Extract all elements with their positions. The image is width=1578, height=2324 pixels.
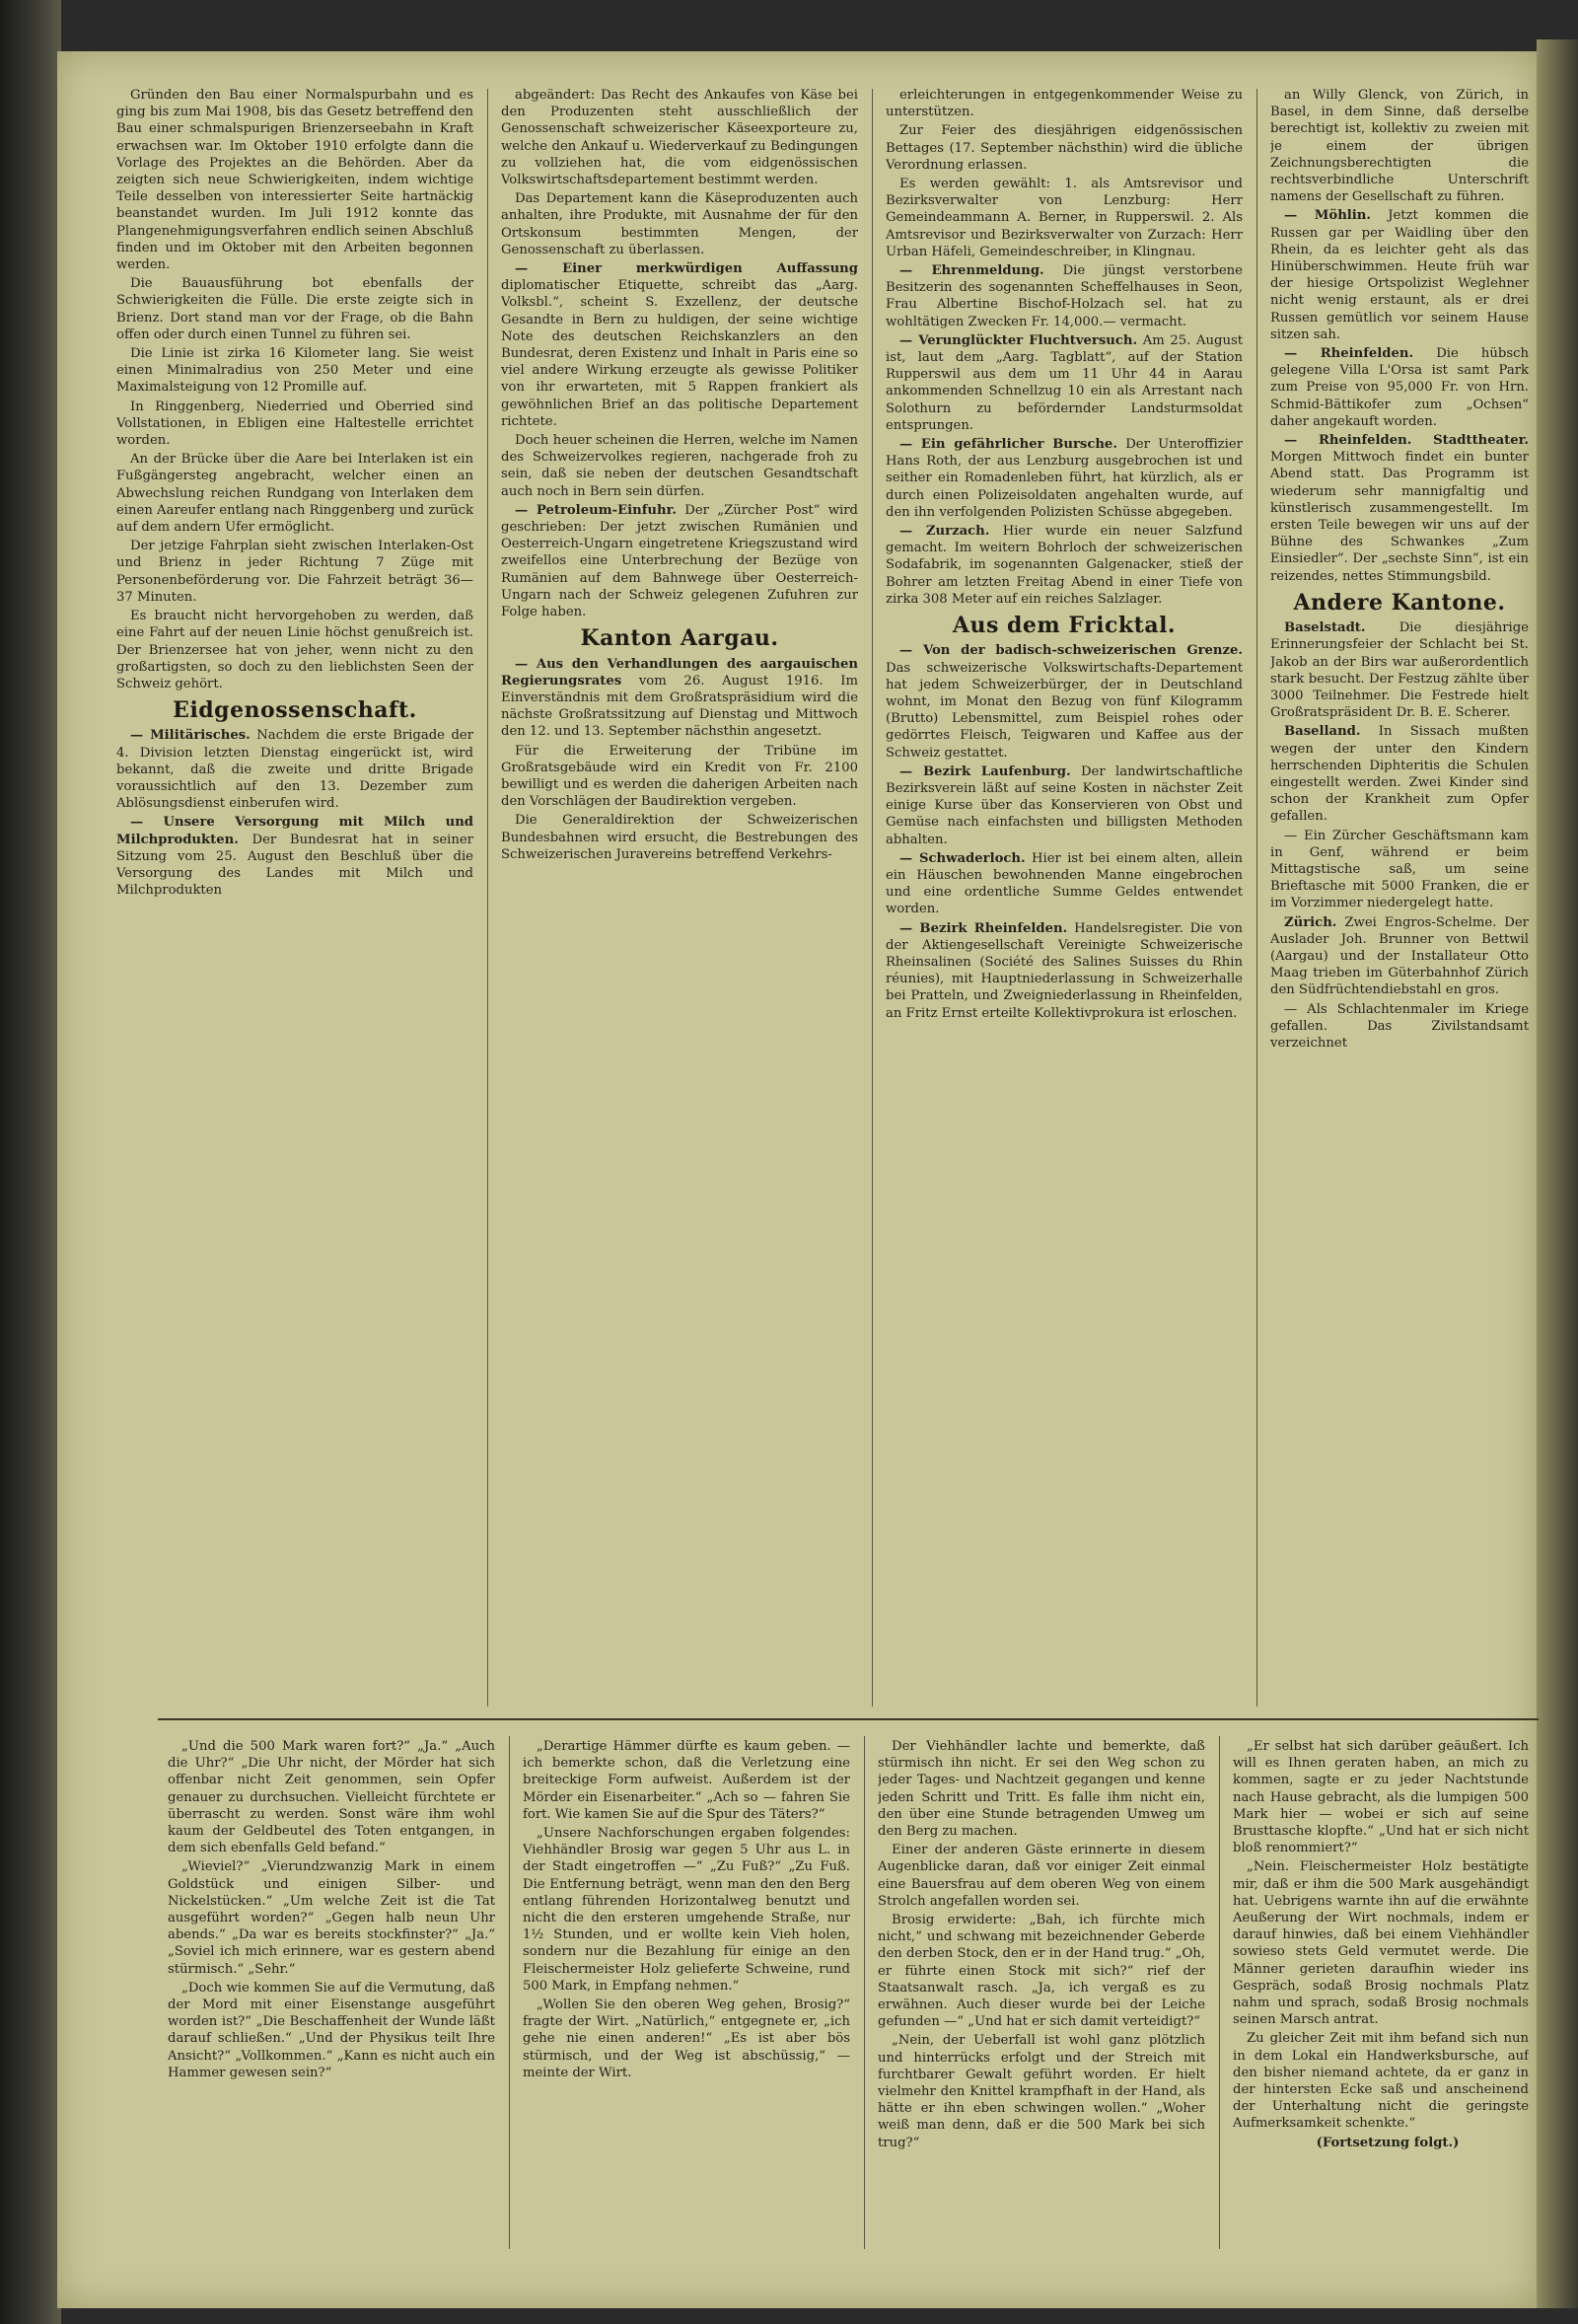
item-text: vom 26. August 1916. Im Einverständnis mit dem Großratspräsidium wird die nächste Großratssitzung auf Dienstag und Mittwoch den 12. und 13. September nächsthin angesetzt. [501, 673, 858, 740]
paragraph: — Als Schlachtenmaler im Kriege gefallen. Das Zivilstandsamt verzeichnet [1270, 1001, 1529, 1051]
column-rule [487, 89, 488, 1707]
paragraph [886, 850, 1243, 918]
item-text: diplomatischer Etiquette, schreibt das „Aarg. Volksbl.“, scheint S. Exzellenz, der deutsche Gesandte in Bern zu huldigen, der seine wichtige Note des deutschen Reichskanzlers an den Bundesrat, deren Existenz und Inhalt in Paris eine so viel andere Wirkung erzeugte als gewisse Politiker von ihr erwarteten, mit 5 Rappen frankiert als gewöhnlichen Brief an das politische Departement richtete. [501, 278, 858, 429]
item-text: Der landwirtschaftliche Bezirksverein läßt auf seine Kosten in nächster Zeit einige Kurse über das Konservieren von Obst und Gemüse nach einfachsten und billigsten Methoden abhalten. [886, 763, 1243, 847]
facing-page-edge [1537, 39, 1578, 2308]
item-lead: — Schwaderloch. [899, 850, 1026, 866]
paragraph: Die Linie ist zirka 16 Kilometer lang. Sie weist einen Minimalradius von 250 Meter und eine Maximalsteigung von 12 Promille auf. [116, 346, 473, 396]
paragraph: Es werden gewählt: 1. als Amtsrevisor und Bezirksverwalter von Lenzburg: Herr Gemeindeammann A. Berner, in Rupperswil. 2. Als Amtsrevisor und Bezirksverwalter von Zurzach: Herr Urban Häfeli, Gemeindeschreiber, in Klingnau. [886, 177, 1243, 259]
paragraph [501, 502, 858, 620]
paragraph [1270, 432, 1529, 585]
paragraph: Die Bauausführung bot ebenfalls der Schwierigkeiten die Fülle. Die erste zeigte sich in Brienz. Dort stand man vor der Frage, ob die Bahn offen oder durch einen Tunnel zu führen sei. [116, 276, 473, 342]
paragraph: abgeändert: Das Recht des Ankaufes von Käse bei den Produzenten steht ausschließlich der Genossenschaft schweizerischer Käseexporteure zu, welche den Ankauf u. Wiederverkauf zu Bedingungen zu vollziehen hat, die vom eidgenössischen Volkswirtschaftsdepartement bestimmt werden. [501, 88, 858, 188]
paragraph [886, 262, 1243, 330]
item-lead: — Einer merkwürdigen Auffassung [515, 261, 858, 277]
item-lead: Baselland. [1284, 724, 1361, 740]
paragraph: an Willy Glenck, von Zürich, in Basel, in dem Sinne, daß derselbe berechtigt ist, kollektiv zu zweien mit je einem der übrigen Zeichnungsberechtigten die rechtsverbindliche Unterschrift namens der Gesellschaft zu führen. [1270, 88, 1529, 205]
paragraph: Die Generaldirektion der Schweizerischen Bundesbahnen wird ersucht, die Bestrebungen des Schweizerischen Juravereins betreffend Verkehrs- [501, 813, 858, 862]
item-lead: — Petroleum-Einfuhr. [515, 502, 677, 518]
item-text: Nachdem die erste Brigade der 4. Division letzten Dienstag eingerückt ist, wird bekannt, daß die zweite und dritte Brigade voraussichtlich auf den 13. Dezember zum Ablösungsdienst einberufen wird. [116, 728, 473, 812]
item-text: Die diesjährige Erinnerungsfeier der Schlacht bei St. Jakob an der Birs war außerordentlich stark besucht. Der Festzug zählte über 3000 Teilnehmer. Die Festrede hielt Großratspräsident Dr. B. E. Scherer. [1270, 620, 1529, 721]
item-text: Der „Zürcher Post“ wird geschrieben: Der jetzt zwischen Rumänien und Oesterreich-Ungarn eingetretene Kriegszustand wird zweifellos eine Unterbrechung der Bezüge von Rumänien auf dem Bahnwege über Oesterreich-Ungarn nach der Schweiz gelegenen Zufuhren zur Folge haben. [501, 502, 858, 620]
item-text: In Sissach mußten wegen der unter den Kindern herrschenden Diphteritis die Schulen eingestellt werden. Zwei Kinder sind schon der Krankheit zum Opfer gefallen. [1270, 724, 1529, 825]
item-lead: — Zurzach. [899, 524, 990, 540]
paragraph: Gründen den Bau einer Normalspurbahn und es ging bis zum Mai 1908, bis das Gesetz betreffend den Bau einer schmalspurigen Brienzerseebahn in Kraft erwachsen war. Im Oktober 1910 erfolgte dann die Vorlage des Projektes an die Behörden. Aber da zeigten sich neue Schwierigkeiten, indem wichtige Teile desselben von interessierter Seite hartnäckig beanstandet wurden. Im Juli 1912 konnte das Plangenehmigungsverfahren endlich seinen Abschluß finden und im Oktober mit den Arbeiten begonnen werden. [116, 88, 473, 273]
item-text: Die hübsch gelegene Villa L'Orsa ist samt Park zum Preise von 95,000 Fr. von Hrn. Schmid-Bättikofer zum „Ochsen“ daher angekauft worden. [1270, 346, 1529, 429]
column-4 [1270, 87, 1529, 1705]
column-2 [501, 87, 858, 1705]
paragraph [886, 920, 1243, 1022]
section-heading-kanton-aargau: Kanton Aargau. [580, 625, 779, 652]
paragraph: Das Departement kann die Käseproduzenten auch anhalten, ihre Produkte, mit Ausnahme der für den Ortskonsum bestimmten Mengen, der Genossenschaft zu überlassen. [501, 191, 858, 257]
item-lead: — Unsere Versorgung mit Milch und Milchprodukten. [116, 815, 473, 847]
column-rule [509, 1736, 510, 2249]
paragraph: „Derartige Hämmer dürfte es kaum geben. — ich bemerkte schon, daß die Verletzung eine breiteckige Form aufweist. Außerdem ist der Mörder ein Eisenarbeiter.“ „Ach so — fahren Sie fort. Wie kamen Sie auf die Spur des Täters?“ [523, 1739, 850, 1822]
item-text: Der Unteroffizier Hans Roth, der aus Lenzburg ausgebrochen ist und seither ein Romadenleben führt, hat kürzlich, als er durch einen Polizeisoldaten angehalten wurde, auf den ihn verfolgenden Polizisten Schüsse abgegeben. [886, 437, 1243, 520]
paragraph [1270, 914, 1529, 999]
column-1 [116, 87, 473, 1705]
item-lead: — Möhlin. [1284, 208, 1371, 224]
paragraph: „Doch wie kommen Sie auf die Vermutung, daß der Mord mit einer Eisenstange ausgeführt worden ist?“ „Die Beschaffenheit der Wunde läßt darauf schließen.“ „Und der Physikus teilt Ihre Ansicht?“ „Vollkommen.“ „Kann es nicht auch ein Hammer gewesen sein?“ [168, 1980, 495, 2080]
paragraph: „Unsere Nachforschungen ergaben folgendes: Viehhändler Brosig war gegen 5 Uhr aus L. in der Stadt eingetroffen —“ „Zu Fuß?“ „Zu Fuß. Die Entfernung beträgt, wenn man den den Berg entlang führenden Horizontalweg benutzt und nicht die den ersteren umgehende Straße, nur 1½ Stunden, und er wollte kein Vieh holen, sondern nur die Bezahlung für einige an den Fleischermeister Holz gelieferte Schweine, rund 500 Mark, in Empfang nehmen.“ [523, 1826, 850, 1994]
paragraph [1270, 207, 1529, 343]
column-rule [1219, 1736, 1220, 2249]
paragraph: „Und die 500 Mark waren fort?“ „Ja.“ „Auch die Uhr?“ „Die Uhr nicht, der Mörder hat sich offenbar nicht Zeit genommen, sein Opfer genauer zu durchsuchen. Vielleicht fürchtete er überrascht zu werden. Sonst wäre ihm wohl kaum der Geldbeutel des Toten entgangen, in dem sich ebenfalls Geld befand.“ [168, 1739, 495, 1856]
item-lead: — Bezirk Laufenburg. [899, 763, 1071, 779]
paragraph [116, 814, 473, 899]
paragraph [886, 763, 1243, 848]
paragraph: An der Brücke über die Aare bei Interlaken ist ein Fußgängersteg angebracht, welcher einen an Abwechslung reichen Rundgang von Interlaken dem einen Aareufer entlang nach Ringgenberg und zurück auf dem andern Ufer ermöglicht. [116, 452, 473, 536]
item-text: Der Bundesrat hat in seiner Sitzung vom 25. August den Beschluß über die Versorgung des Landes mit Milch und Milchprodukten [116, 832, 473, 899]
continued-note: (Fortsetzung folgt.) [1316, 2135, 1460, 2150]
item-lead: — Ein gefährlicher Bursche. [899, 437, 1117, 453]
paragraph [1270, 345, 1529, 430]
paragraph: Zur Feier des diesjährigen eidgenössischen Bettages (17. September nächsthin) wird die übliche Verordnung erlassen. [886, 123, 1243, 173]
paragraph: Der jetzige Fahrplan sieht zwischen Interlaken-Ost und Brienz in jeder Richtung 7 Züge mit Personenbeförderung vor. Die Fahrzeit beträgt 36—37 Minuten. [116, 539, 473, 605]
paragraph [886, 523, 1243, 608]
feuilleton-column-4 [1233, 1738, 1529, 2251]
column-rule [864, 1736, 865, 2249]
paragraph: „Nein. Fleischermeister Holz bestätigte mir, daß er ihm die 500 Mark ausgehändigt hat. Uebrigens warnte ihn auf die erwähnte Aeußerung der Wirt nochmals, indem er darauf hinwies, daß bei einem Viehhändler sowieso stets Geld vermutet werde. Die Männer gerieten daraufhin wieder ins Gespräch, sodaß Brosig nochmals Platz nahm und sprach, sodaß Brosig nochmals seinen Marsch antrat. [1233, 1859, 1529, 2028]
item-lead: — Bezirk Rheinfelden. [899, 920, 1068, 936]
paragraph [886, 642, 1243, 761]
paragraph: „Nein, der Ueberfall ist wohl ganz plötzlich und hinterrücks erfolgt und der Streich mit furchtbarer Gewalt geführt worden. Er hielt vielmehr den Knittel krampfhaft in der Hand, als hätte er ihn eben schwingen wollen.“ „Woher weiß man denn, daß er die 500 Mark bei sich trug?“ [878, 2033, 1205, 2150]
paragraph: „Wollen Sie den oberen Weg gehen, Brosig?“ fragte der Wirt. „Natürlich,“ entgegnete er, „ich gehe nie einen anderen!“ „Es ist aber bös stürmisch, und der Weg ist abschüssig,“ — meinte der Wirt. [523, 1997, 850, 2080]
item-lead: — Militärisches. [130, 728, 251, 744]
item-lead: — Von der badisch-schweizerischen Grenze. [899, 643, 1243, 659]
feuilleton-column-3 [878, 1738, 1205, 2251]
paragraph: — Ein Zürcher Geschäftsmann kam in Genf, während er beim Mittagstische saß, um seine Brieftasche mit 5000 Franken, die er im Vorzimmer niedergelegt hatte. [1270, 828, 1529, 911]
feuilleton-column-2 [523, 1738, 850, 2251]
section-heading-eidgenossenschaft: Eidgenossenschaft. [173, 697, 417, 724]
paragraph: In Ringgenberg, Niederried und Oberried sind Vollstationen, in Ebligen eine Haltestelle errichtet worden. [116, 399, 473, 449]
item-text: Morgen Mittwoch findet ein bunter Abend statt. Das Programm ist wiederum sehr mannigfaltig und künstlerisch zusammengestellt. Im ersten Teile bewegen wir uns auf der Bühne des Schwankes „Zum Einsiedler“. Der „sechste Sinn“, ist ein reizendes, nettes Stimmungsbild. [1270, 450, 1529, 584]
item-text: Hier ist bei einem alten, allein ein Häuschen bewohnenden Manne eingebrochen und eine ordentliche Summe Geldes entwendet worden. [886, 850, 1243, 917]
item-lead: Baselstadt. [1284, 620, 1366, 636]
item-lead: — Rheinfelden. Stadttheater. [1284, 433, 1529, 449]
paragraph: Brosig erwiderte: „Bah, ich fürchte mich nicht,“ und schwang mit bezeichnender Geberde den derben Stock, den er in der Hand trug.“ „Oh, er führte einen Stock mit sich?“ rief der Staatsanwalt rasch. „Ja, ich vergaß es zu erwähnen. Auch dieser wurde bei der Leiche gefunden —“ „Und hat er sich damit verteidigt?“ [878, 1913, 1205, 2030]
item-text: Die jüngst verstorbene Besitzerin des sogenannten Scheffelhauses in Seon, Frau Albertine Bischof-Holzach sel. hat zu wohltätigen Zwecken Fr. 14,000.— vermacht. [886, 263, 1243, 329]
item-text: Jetzt kommen die Russen gar per Waidling über den Rhein, da es leichter geht als das Hinüberschwimmen. Heute früh war der hiesige Ortspolizist Weglehner nicht wenig erstaunt, als er drei Russen gemütlich vor seinem Hause sitzen sah. [1270, 208, 1529, 342]
item-lead: — Verunglückter Fluchtversuch. [899, 332, 1138, 348]
column-rule [1256, 89, 1257, 1707]
item-text: Das schweizerische Volkswirtschafts-Departement hat jedem Schweizerbürger, der in Deutschland wohnt, im Monat den Bezug von fünf Kilogramm (Brutto) Lebensmittel, zum Beispiel rohes oder gedörrtes Fleisch, Teigwaren und Kaffee aus der Schweiz gestattet. [886, 660, 1243, 761]
book-binding-edge [0, 0, 61, 2324]
item-lead: — Ehrenmeldung. [899, 263, 1044, 279]
paragraph: Für die Erweiterung der Tribüne im Großratsgebäude wird ein Kredit von Fr. 2100 bewilligt und es werden die daherigen Arbeiten nach den Vorschlägen der Baudirektion vergeben. [501, 743, 858, 810]
item-text: Am 25. August ist, laut dem „Aarg. Tagblatt“, auf der Station Rupperswil aus dem um 11 Uhr 44 in Aarau ankommenden Schnellzug 10 ein als Arrestant nach Solothurn zu befördernder Landsturmsoldat entsprungen. [886, 332, 1243, 433]
item-lead: Zürich. [1284, 914, 1337, 930]
item-lead: — Aus den Verhandlungen des aargauischen Regierungsrates [501, 656, 858, 689]
paragraph [1270, 723, 1529, 825]
column-3 [886, 87, 1243, 1705]
paragraph: Es braucht nicht hervorgehoben zu werden, daß eine Fahrt auf der neuen Linie höchst genußreich ist. Der Brienzersee hat von jeher, wenn nicht zu den großartigsten, so doch zu den lieblichsten Seen der Schweiz gehört. [116, 609, 473, 691]
paragraph: Zu gleicher Zeit mit ihm befand sich nun in dem Lokal ein Handwerksbursche, auf den bisher niemand achtete, da er ganz in der hintersten Ecke saß und anscheinend der Unterhaltung nicht die geringste Aufmerksamkeit schenkte.“ [1233, 2031, 1529, 2132]
paragraph: Einer der anderen Gäste erinnerte in diesem Augenblicke daran, daß vor einiger Zeit einmal eine Bauersfrau auf dem oberen Weg von einem Strolch angefallen worden sei. [878, 1843, 1205, 1909]
section-heading-andere-kantone: Andere Kantone. [1293, 589, 1506, 616]
paragraph [1270, 619, 1529, 721]
paragraph: „Er selbst hat sich darüber geäußert. Ich will es Ihnen geraten haben, an mich zu kommen, sagte er zu jeder Nachtstunde nach Hause gebracht, als die lumpigen 500 Mark hier — wobei er sich auf seine Brusttasche klopfte.“ „Und hat er sich nicht bloß renommiert?“ [1233, 1739, 1529, 1856]
paragraph: „Wieviel?“ „Vierundzwanzig Mark in einem Goldstück und einigen Silber- und Nickelstücken.“ „Um welche Zeit ist die Tat ausgeführt worden?“ „Gegen halb neun Uhr abends.“ „Da war es bereits stockfinster?“ „Ja.“ „Soviel ich mich erinnere, war es gestern abend stürmisch.“ „Sehr.“ [168, 1859, 495, 1977]
feuilleton-divider [158, 1718, 1539, 1720]
paragraph: Doch heuer scheinen die Herren, welche im Namen des Schweizervolkes regieren, nachgerade froh zu sein, daß sie neben der deutschen Gesandtschaft auch noch in Bern sein dürfen. [501, 433, 858, 499]
paragraph [116, 727, 473, 812]
item-lead: — Rheinfelden. [1284, 346, 1414, 362]
item-text: Handelsregister. Die von der Aktiengesellschaft Vereinigte Schweizerische Rheinsalinen (Société des Salines Suisses du Rhin réunies), mit Hauptniederlassung in Schweizerhalle bei Pratteln, und Zweigniederlassung in Rheinfelden, an Fritz Ernst erteilte Kollektivprokura ist erloschen. [886, 920, 1243, 1021]
paragraph: erleichterungen in entgegenkommender Weise zu unterstützen. [886, 88, 1243, 120]
item-text: Zwei Engros-Schelme. Der Auslader Joh. Brunner von Bettwil (Aargau) und der Installateur Otto Maag trieben im Güterbahnhof Zürich den Südfrüchtendiebstahl en gros. [1270, 914, 1529, 998]
column-rule [872, 89, 873, 1707]
paragraph [501, 656, 858, 741]
paragraph [501, 260, 858, 430]
feuilleton-column-1 [168, 1738, 495, 2251]
section-heading-fricktal: Aus dem Fricktal. [952, 613, 1177, 639]
paragraph: Der Viehhändler lachte und bemerkte, daß stürmisch ihn nicht. Er sei den Weg schon zu jeder Tages- und Nachtzeit gegangen und kenne jeden Schritt und Tritt. Es falle ihm nicht ein, den über eine Stunde betragenden Umweg um den Berg zu machen. [878, 1739, 1205, 1840]
paragraph [886, 332, 1243, 434]
paragraph [886, 436, 1243, 521]
item-text: Hier wurde ein neuer Salzfund gemacht. Im weitern Bohrloch der schweizerischen Sodafabrik, im sogenannten Galgenacker, stieß der Bohrer am letzten Freitag Abend in einer Tiefe von zirka 308 Meter auf ein reiches Salzlager. [886, 524, 1243, 607]
